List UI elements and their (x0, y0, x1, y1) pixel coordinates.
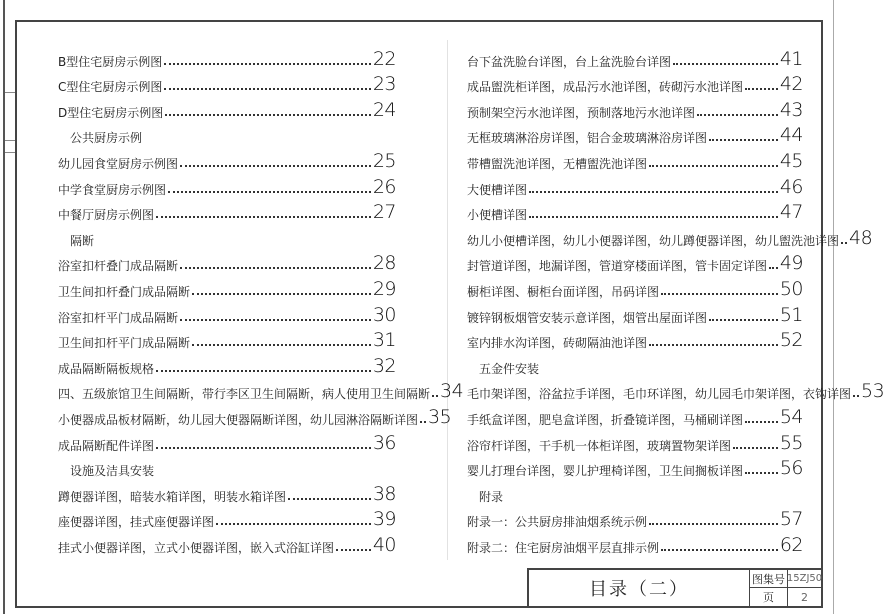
section-heading-text: 附录 (479, 489, 504, 504)
dot-leader (156, 447, 371, 449)
toc-entry-title: 成品隔断配件详图 (58, 438, 155, 453)
toc-entry-title: 无框玻璃淋浴房详图，铝合金玻璃淋浴房详图 (467, 131, 708, 146)
toc-entry (467, 44, 803, 70)
toc-entry (467, 300, 803, 326)
toc-entry-title: 中学食堂厨房示例图 (58, 182, 167, 197)
toc-entry (467, 274, 803, 300)
toc-entry (58, 198, 396, 224)
section-heading-text: 五金件安装 (479, 361, 540, 376)
dot-leader (649, 165, 778, 167)
toc-section-heading (58, 121, 396, 147)
toc-entry (58, 249, 396, 275)
dot-leader (180, 267, 371, 269)
dot-leader (697, 114, 778, 116)
dot-leader (180, 165, 371, 167)
toc-entry-title: 幼儿园食堂厨房示例图 (58, 156, 179, 171)
toc-entry-page: 56 (779, 457, 803, 480)
title-block-grid (750, 570, 821, 606)
toc-entry-title: 浴室扣杆叠门成品隔断 (58, 259, 179, 274)
toc-section-heading (58, 454, 396, 480)
toc-entry (467, 402, 803, 428)
dot-leader (673, 63, 778, 65)
toc-entry-title: 带槽盥洗池详图，无槽盥洗池详图 (467, 156, 648, 171)
toc-entry-page: 23 (372, 73, 396, 96)
dot-leader (745, 472, 778, 474)
dot-leader (156, 370, 371, 372)
dot-leader (661, 293, 778, 295)
sheet-title: 目录（二） (529, 570, 750, 606)
toc-left-column (58, 44, 464, 556)
toc-entry (58, 172, 396, 198)
toc-entry-page: 28 (372, 252, 396, 275)
toc-entry-title: 成品隔断隔板规格 (58, 361, 155, 376)
dot-leader (165, 114, 371, 116)
toc-entry-title: 座便器详图，挂式座便器详图 (58, 515, 215, 530)
toc-entry-page: 26 (372, 175, 396, 198)
toc-entry-page: 25 (372, 149, 396, 172)
toc-entry (467, 530, 803, 556)
dot-leader (709, 319, 778, 321)
toc-entry-page: 41 (779, 47, 803, 70)
dot-leader (649, 344, 778, 346)
toc-entry-title: 浴帘杆详图，干手机一体柜详图，玻璃置物架详图 (467, 438, 732, 453)
toc-entry (58, 505, 396, 531)
toc-entry-page: 53 (861, 380, 884, 403)
toc-entry-page: 49 (779, 252, 803, 275)
toc-entry-title: 幼儿小便槽详图，幼儿小便器详图，幼儿蹲便器详图，幼儿盥洗池详图 (467, 233, 840, 248)
toc-entry-title: 小便槽详图 (467, 208, 528, 223)
toc-entry-page: 36 (372, 431, 396, 454)
dot-leader (156, 216, 371, 218)
sheet-edge-line (833, 0, 834, 614)
dot-leader (769, 267, 778, 269)
toc-entry-page: 62 (779, 533, 803, 556)
toc-entry (58, 95, 396, 121)
toc-entry-page: 31 (372, 329, 396, 352)
toc-entry-page: 51 (779, 303, 803, 326)
dot-leader (733, 447, 778, 449)
toc-entry-page: 34 (440, 380, 464, 403)
dot-leader (661, 549, 778, 551)
toc-entry (467, 172, 803, 198)
toc-entry-page: 48 (849, 226, 873, 249)
dot-leader (432, 395, 438, 397)
toc-entry-page: 22 (372, 47, 396, 70)
toc-entry-title: 成品盥洗柜详图，成品污水池详图，砖砌污水池详图 (467, 80, 744, 95)
toc-entry-title: 附录二：住宅厨房油烟平层直排示例 (467, 540, 660, 555)
toc-entry (58, 479, 396, 505)
section-heading-text: 设施及洁具安装 (70, 464, 155, 479)
toc-entry-page: 38 (372, 482, 396, 505)
toc-entry-title: 毛巾架详图，浴盆拉手详图，毛巾环详图，幼儿园毛巾架详图，衣钩详图 (467, 387, 852, 402)
toc-entry-title: 小便器成品板材隔断，幼儿园大便器隔断详图，幼儿园淋浴隔断详图 (58, 412, 419, 427)
toc-entry-title: 中餐厅厨房示例图 (58, 208, 155, 223)
toc-entry-title: 手纸盒详图，肥皂盒详图，折叠镜详图，马桶刷详图 (467, 412, 744, 427)
toc-entry-page: 54 (779, 405, 803, 428)
toc-entry-page: 42 (779, 73, 803, 96)
toc-entry-page: 45 (779, 149, 803, 172)
toc-entry-page: 50 (779, 277, 803, 300)
binding-tick (5, 92, 15, 93)
dot-leader (216, 523, 371, 525)
toc-entry-page: 35 (428, 405, 452, 428)
atlas-number-value: 15ZJ50 (788, 570, 821, 588)
toc-entry-title: 婴儿打理台详图，婴儿护理椅详图，卫生间搁板详图 (467, 464, 744, 479)
toc-section-heading (467, 351, 803, 377)
dot-leader (841, 242, 847, 244)
dot-leader (709, 139, 778, 141)
toc-entry-title: B型住宅厨房示例图 (58, 54, 163, 69)
toc-entry-page: 30 (372, 303, 396, 326)
toc-entry-page: 40 (372, 533, 396, 556)
dot-leader (420, 421, 426, 423)
dot-leader (529, 216, 778, 218)
toc-entry (467, 428, 803, 454)
page-number-value: 2 (801, 590, 808, 604)
toc-entry (58, 351, 396, 377)
dot-leader (288, 498, 371, 500)
toc-entry-page: 24 (372, 98, 396, 121)
toc-right-column (467, 44, 884, 556)
toc-entry-title: D型住宅厨房示例图 (58, 105, 164, 120)
toc-entry (58, 70, 396, 96)
toc-entry (58, 146, 396, 172)
toc-entry (467, 95, 803, 121)
dot-leader (745, 88, 778, 90)
toc-entry-title: 附录一：公共厨房排油烟系统示例 (467, 515, 648, 530)
toc-entry-page: 32 (372, 354, 396, 377)
toc-entry-title: 台下盆洗脸台详图，台上盆洗脸台详图 (467, 54, 672, 69)
toc-entry-page: 27 (372, 201, 396, 224)
toc-entry (467, 198, 803, 224)
dot-leader (336, 549, 371, 551)
toc-entry-page: 44 (779, 124, 803, 147)
dot-leader (164, 63, 371, 65)
dot-leader (164, 88, 370, 90)
binding-tick (5, 152, 15, 153)
toc-entry-title: 橱柜详图、橱柜台面详图，吊码详图 (467, 284, 660, 299)
toc-entry-title: 大便槽详图 (467, 182, 528, 197)
toc-entry-title: 挂式小便器详图，立式小便器详图，嵌入式浴缸详图 (58, 540, 335, 555)
toc-entry (467, 326, 803, 352)
toc-entry (58, 377, 464, 403)
toc-entry (58, 326, 396, 352)
section-heading-text: 公共厨房示例 (70, 131, 143, 146)
title-block (527, 568, 821, 606)
toc-entry-page: 46 (779, 175, 803, 198)
column-divider (447, 40, 448, 560)
toc-section-heading (467, 479, 803, 505)
toc-entry-page: 55 (779, 431, 803, 454)
dot-leader (745, 421, 778, 423)
binding-tick (5, 140, 15, 141)
dot-leader (529, 191, 778, 193)
dot-leader (649, 523, 778, 525)
toc-entry (467, 146, 803, 172)
toc-entry-title: 浴室扣杆平门成品隔断 (58, 310, 179, 325)
toc-entry-page: 29 (372, 277, 396, 300)
toc-entry-page: 47 (779, 201, 803, 224)
toc-entry (467, 377, 884, 403)
toc-entry (467, 223, 873, 249)
toc-entry (467, 505, 803, 531)
toc-entry-title: 蹲便器详图，暗装水箱详图，明装水箱详图 (58, 489, 287, 504)
toc-entry-page: 57 (779, 508, 803, 531)
toc-entry-title: 四、五级旅馆卫生间隔断，带行李区卫生间隔断，病人使用卫生间隔断 (58, 387, 431, 402)
toc-entry-title: 预制架空污水池详图，预制落地污水池详图 (467, 105, 696, 120)
toc-entry (58, 530, 396, 556)
toc-entry-page: 52 (779, 329, 803, 352)
dot-leader (192, 293, 371, 295)
toc-entry-title: 卫生间扣杆平门成品隔断 (58, 336, 191, 351)
toc-entry (467, 121, 803, 147)
toc-entry-title: 卫生间扣杆叠门成品隔断 (58, 284, 191, 299)
toc-entry-title: 室内排水沟详图，砖砌隔油池详图 (467, 336, 648, 351)
dot-leader (168, 191, 371, 193)
dot-leader (192, 344, 371, 346)
toc-entry (58, 300, 396, 326)
page-label: 页 (750, 588, 788, 606)
dot-leader (853, 395, 859, 397)
toc-entry (58, 428, 396, 454)
toc-entry (58, 402, 452, 428)
section-heading-text: 隔断 (70, 233, 95, 248)
toc-entry-title: 镀锌钢板烟管安装示意详图，烟管出屋面详图 (467, 310, 708, 325)
toc-entry (467, 70, 803, 96)
toc-section-heading (58, 223, 396, 249)
toc-entry (467, 249, 803, 275)
toc-entry (58, 274, 396, 300)
toc-entry-page: 43 (779, 98, 803, 121)
dot-leader (180, 319, 371, 321)
toc-entry (58, 44, 396, 70)
toc-entry-page: 39 (372, 508, 396, 531)
atlas-number-label: 图集号 (750, 570, 788, 588)
toc-entry-title: C型住宅厨房示例图 (58, 80, 163, 95)
toc-entry (467, 454, 803, 480)
toc-entry-title: 封管道详图，地漏详图，管道穿楼面详图，管卡固定详图 (467, 259, 768, 274)
